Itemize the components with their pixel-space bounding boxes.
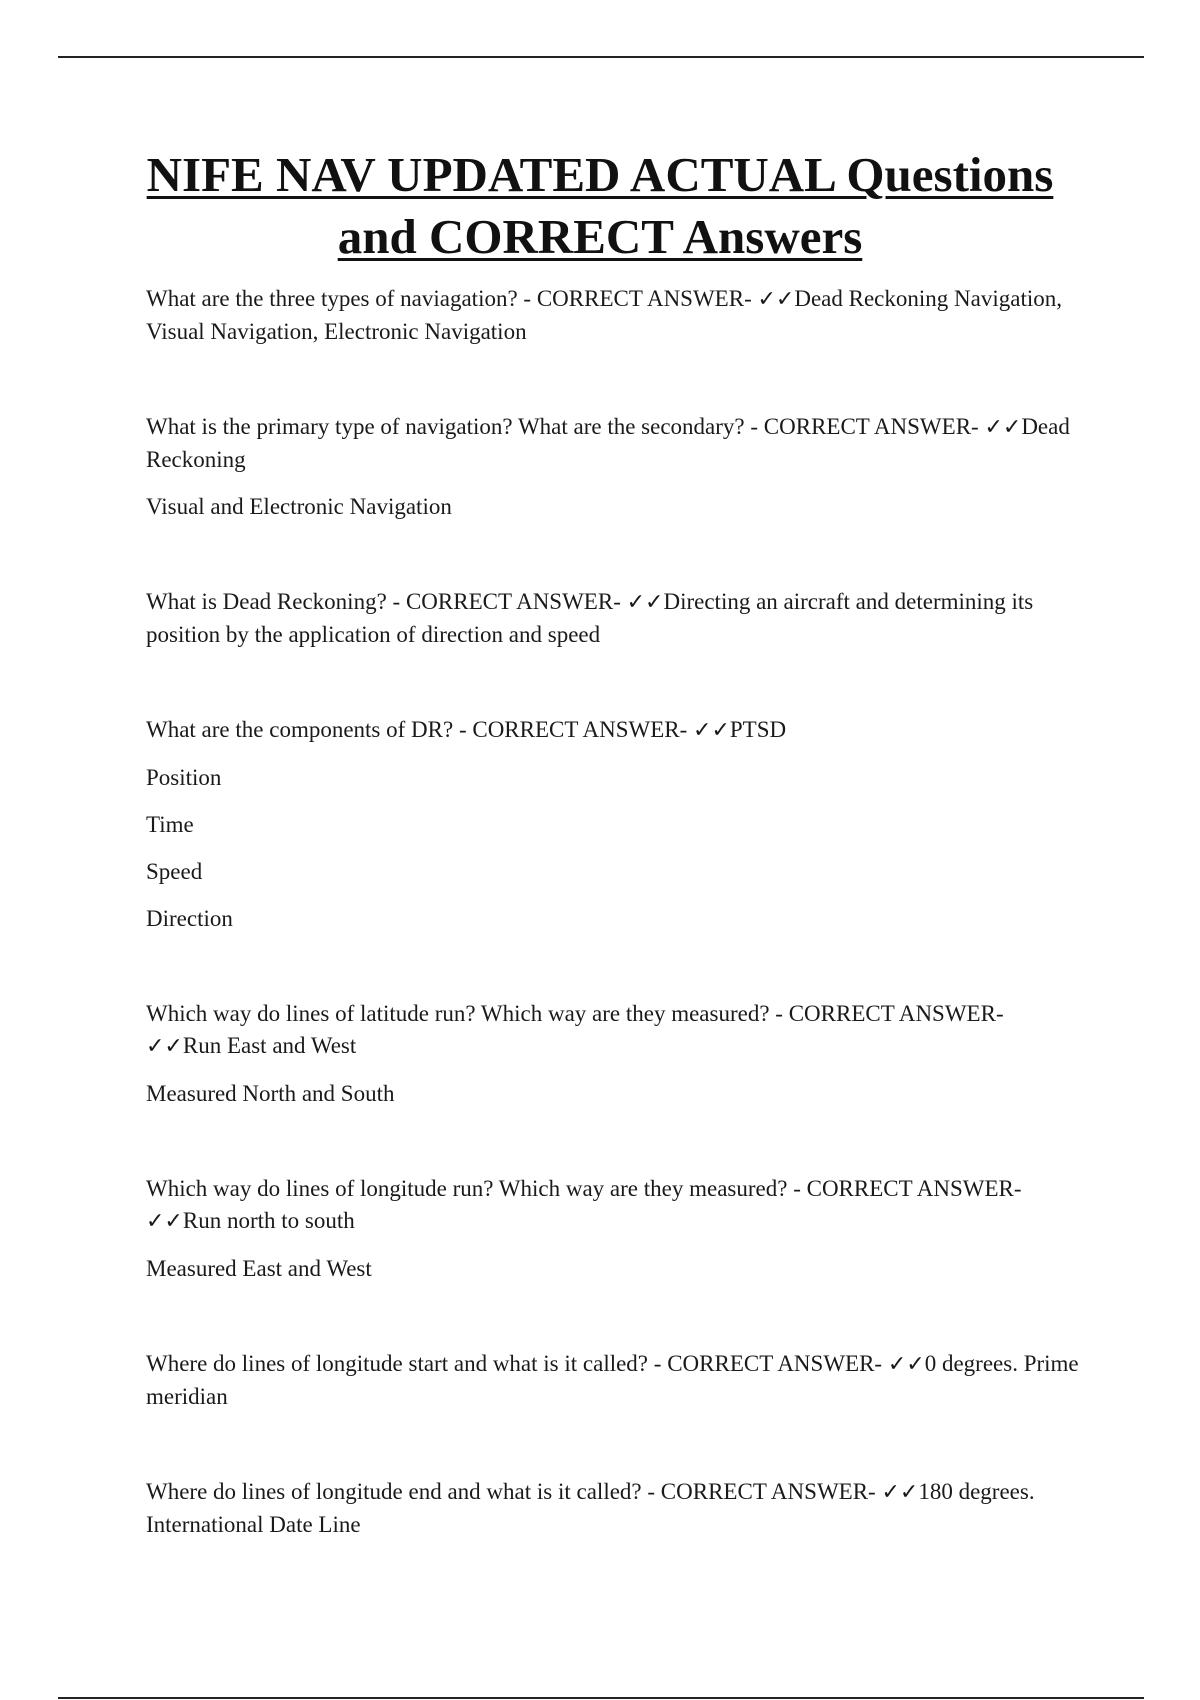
- header-rule: [58, 56, 1144, 58]
- qa-item: [146, 1348, 1081, 1413]
- check-mark-icon: ✓✓: [693, 718, 730, 743]
- check-mark-icon: ✓✓: [881, 1480, 919, 1505]
- answer-text: Run East and West: [182, 1033, 357, 1058]
- answer-text: Dead Reckoning: [146, 414, 1070, 472]
- check-mark-icon: ✓✓: [146, 1034, 183, 1059]
- question-text: What is the primary type of navigation? What are the secondary? -: [146, 414, 764, 439]
- answer-text: Dead Reckoning Navigation, Visual Navigation, Electronic Navigation: [146, 286, 1062, 344]
- question-text: What are the components of DR? -: [146, 717, 473, 742]
- qa-item: [146, 1173, 1081, 1285]
- check-mark-icon: ✓✓: [984, 415, 1022, 440]
- qa-item: [146, 586, 1081, 651]
- answer-marker: CORRECT ANSWER-: [763, 414, 979, 439]
- answer-text: Directing an aircraft and determining its position by the application of direction and speed: [146, 589, 1034, 647]
- footer-rule: [58, 1697, 1144, 1699]
- page-title: NIFE NAV UPDATED ACTUAL Questions and CORRECT Answers: [146, 147, 1054, 264]
- check-mark-icon: ✓✓: [887, 1352, 925, 1377]
- answer-text: Run north to south: [182, 1208, 355, 1233]
- answer-text: PTSD: [729, 717, 787, 742]
- answer-marker: CORRECT ANSWER-: [806, 1176, 1022, 1201]
- qa-item: [146, 998, 1081, 1110]
- answer-marker: CORRECT ANSWER-: [472, 717, 688, 742]
- answer-detail: Measured North and South: [146, 1081, 395, 1106]
- answer-marker: CORRECT ANSWER-: [788, 1001, 1004, 1026]
- check-mark-icon: ✓✓: [757, 287, 795, 312]
- qa-list: [146, 283, 1081, 1541]
- answer-detail: Speed: [146, 859, 203, 884]
- answer-marker: CORRECT ANSWER-: [405, 589, 621, 614]
- answer-detail: Direction: [146, 906, 233, 931]
- answer-text: 0 degrees. Prime meridian: [146, 1351, 1079, 1409]
- question-text: What is Dead Reckoning? -: [146, 589, 406, 614]
- answer-detail: Measured East and West: [146, 1256, 372, 1281]
- check-mark-icon: ✓✓: [146, 1209, 183, 1234]
- answer-detail: Visual and Electronic Navigation: [146, 494, 452, 519]
- question-text: Where do lines of longitude start and what is it called? -: [146, 1351, 668, 1376]
- check-mark-icon: ✓✓: [626, 590, 664, 615]
- question-text: Where do lines of longitude end and what is it called? -: [146, 1479, 661, 1504]
- answer-detail: Time: [146, 812, 194, 837]
- qa-item: [146, 714, 1081, 935]
- answer-marker: CORRECT ANSWER-: [536, 286, 752, 311]
- question-text: Which way do lines of longitude run? Which way are they measured? -: [146, 1176, 807, 1201]
- qa-item: [146, 411, 1081, 523]
- question-text: Which way do lines of latitude run? Which way are they measured? -: [146, 1001, 789, 1026]
- qa-item: [146, 1476, 1081, 1541]
- answer-detail: Position: [146, 765, 222, 790]
- answer-marker: CORRECT ANSWER-: [660, 1479, 876, 1504]
- qa-item: [146, 283, 1081, 348]
- question-text: What are the three types of naviagation? -: [146, 286, 537, 311]
- answer-marker: CORRECT ANSWER-: [667, 1351, 883, 1376]
- answer-text: 180 degrees. International Date Line: [146, 1479, 1035, 1537]
